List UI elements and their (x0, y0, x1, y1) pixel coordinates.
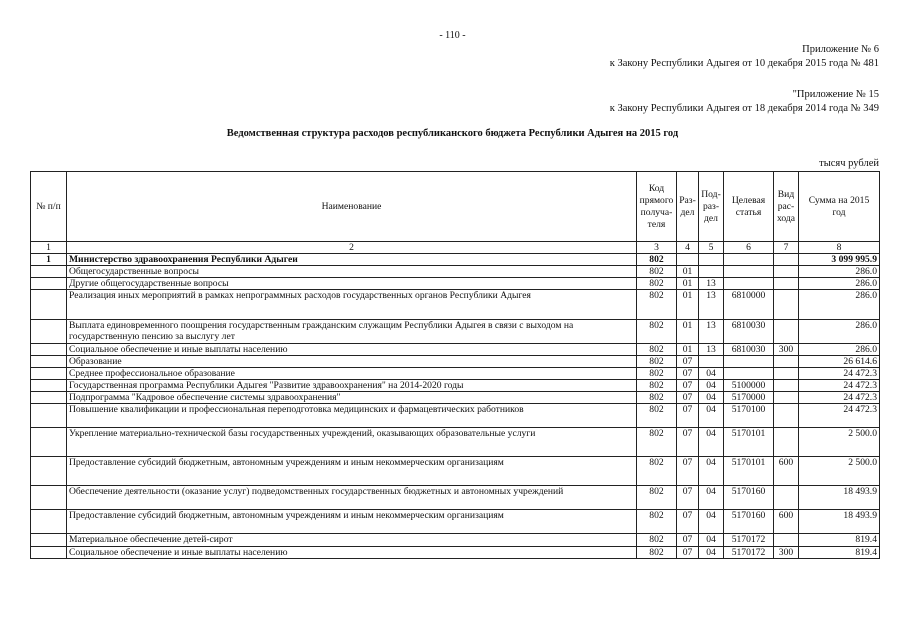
row-sum: 286.0 (799, 278, 880, 290)
header-target: Целевая статья (724, 172, 774, 242)
table-row (31, 428, 880, 457)
column-index-row (31, 242, 880, 254)
row-target: 5170172 (724, 547, 774, 559)
row-number (31, 457, 67, 486)
index-cell: 3 (637, 242, 677, 254)
row-number (31, 547, 67, 559)
row-code: 802 (637, 320, 677, 344)
table-row (31, 254, 880, 266)
row-razdel: 01 (677, 290, 699, 320)
row-code: 802 (637, 457, 677, 486)
index-cell: 8 (799, 242, 880, 254)
row-sum: 819.4 (799, 534, 880, 547)
row-podrazdel: 04 (699, 457, 724, 486)
row-number (31, 290, 67, 320)
row-vid (774, 404, 799, 428)
row-number (31, 320, 67, 344)
table-row (31, 344, 880, 356)
row-razdel: 07 (677, 428, 699, 457)
row-name: Выплата единовременного поощрения государственным гражданским служащим Республики Адыгея в связи с выходом на государственную пенсию за выслугу лет (67, 320, 637, 344)
table-row (31, 278, 880, 290)
header-podrazdel: Под-раз-дел (699, 172, 724, 242)
row-name: Другие общегосударственные вопросы (67, 278, 637, 290)
row-number (31, 380, 67, 392)
row-sum: 286.0 (799, 320, 880, 344)
row-code: 802 (637, 278, 677, 290)
row-vid (774, 380, 799, 392)
row-name: Предоставление субсидий бюджетным, автономным учреждениям и иным некоммерческим организациям (67, 457, 637, 486)
row-sum: 26 614.6 (799, 356, 880, 368)
table-row (31, 404, 880, 428)
row-podrazdel: 04 (699, 534, 724, 547)
table-row (31, 534, 880, 547)
row-sum: 24 472.3 (799, 368, 880, 380)
row-razdel: 07 (677, 368, 699, 380)
row-number (31, 404, 67, 428)
header-num: № п/п (31, 172, 67, 242)
header-razdel: Раз-дел (677, 172, 699, 242)
index-cell: 1 (31, 242, 67, 254)
index-cell: 5 (699, 242, 724, 254)
row-sum: 18 493.9 (799, 510, 880, 534)
row-sum: 18 493.9 (799, 486, 880, 510)
table-row (31, 457, 880, 486)
table-row (31, 320, 880, 344)
row-vid (774, 320, 799, 344)
appendix-15-reference: к Закону Республики Адыгея от 18 декабря 2014 года № 349 (609, 103, 879, 114)
row-sum: 286.0 (799, 290, 880, 320)
row-vid (774, 356, 799, 368)
row-name: Социальное обеспечение и иные выплаты населению (67, 547, 637, 559)
row-razdel: 01 (677, 344, 699, 356)
row-sum: 2 500.0 (799, 457, 880, 486)
row-target (724, 368, 774, 380)
row-name: Среднее профессиональное образование (67, 368, 637, 380)
index-cell: 7 (774, 242, 799, 254)
row-vid (774, 254, 799, 266)
table-row (31, 380, 880, 392)
row-target: 5100000 (724, 380, 774, 392)
row-number (31, 428, 67, 457)
row-target (724, 254, 774, 266)
header-name: Наименование (67, 172, 637, 242)
units-label: тысяч рублей (819, 158, 879, 169)
row-name: Реализация иных мероприятий в рамках непрограммных расходов государственных органов Республики Адыгея (67, 290, 637, 320)
row-name: Социальное обеспечение и иные выплаты населению (67, 344, 637, 356)
table-row (31, 290, 880, 320)
header-code: Код прямого получа-теля (637, 172, 677, 242)
row-number (31, 266, 67, 278)
row-sum: 24 472.3 (799, 404, 880, 428)
row-podrazdel: 04 (699, 380, 724, 392)
row-target: 5170000 (724, 392, 774, 404)
row-target: 6810000 (724, 290, 774, 320)
table-row (31, 266, 880, 278)
row-razdel: 07 (677, 510, 699, 534)
row-vid: 600 (774, 457, 799, 486)
document-title: Ведомственная структура расходов республиканского бюджета Республики Адыгея на 2015 год (226, 128, 679, 139)
row-code: 802 (637, 534, 677, 547)
row-razdel: 01 (677, 320, 699, 344)
table-row (31, 392, 880, 404)
row-razdel: 01 (677, 278, 699, 290)
row-podrazdel: 13 (699, 278, 724, 290)
row-vid (774, 368, 799, 380)
row-sum: 24 472.3 (799, 392, 880, 404)
row-code: 802 (637, 356, 677, 368)
row-name: Предоставление субсидий бюджетным, автономным учреждениям и иным некоммерческим организациям (67, 510, 637, 534)
row-vid (774, 534, 799, 547)
index-cell: 2 (67, 242, 637, 254)
row-sum: 24 472.3 (799, 380, 880, 392)
appendix-6-reference: к Закону Республики Адыгея от 10 декабря 2015 года № 481 (609, 58, 879, 69)
row-razdel: 07 (677, 457, 699, 486)
row-razdel (677, 254, 699, 266)
row-number (31, 534, 67, 547)
row-podrazdel: 04 (699, 404, 724, 428)
row-number (31, 278, 67, 290)
row-name: Материальное обеспечение детей-сирот (67, 534, 637, 547)
row-podrazdel: 04 (699, 510, 724, 534)
row-code: 802 (637, 510, 677, 534)
row-razdel: 07 (677, 404, 699, 428)
row-razdel: 07 (677, 547, 699, 559)
row-vid: 300 (774, 344, 799, 356)
row-vid (774, 266, 799, 278)
table-row (31, 356, 880, 368)
table-row (31, 486, 880, 510)
appendix-15-heading: "Приложение № 15 (792, 89, 879, 100)
row-razdel: 07 (677, 356, 699, 368)
row-code: 802 (637, 254, 677, 266)
row-sum: 3 099 995.9 (799, 254, 880, 266)
row-name: Повышение квалификации и профессиональная переподготовка медицинских и фармацевтических работников (67, 404, 637, 428)
row-code: 802 (637, 266, 677, 278)
row-name: Министерство здравоохранения Республики Адыгеи (67, 254, 637, 266)
row-sum: 286.0 (799, 266, 880, 278)
row-code: 802 (637, 404, 677, 428)
row-target: 6810030 (724, 320, 774, 344)
row-name: Образование (67, 356, 637, 368)
row-razdel: 07 (677, 534, 699, 547)
row-podrazdel: 13 (699, 290, 724, 320)
page-number: - 110 - (439, 30, 466, 41)
row-target: 6810030 (724, 344, 774, 356)
row-code: 802 (637, 368, 677, 380)
row-podrazdel (699, 356, 724, 368)
row-code: 802 (637, 392, 677, 404)
budget-table (30, 171, 880, 559)
row-razdel: 07 (677, 380, 699, 392)
row-razdel: 01 (677, 266, 699, 278)
row-vid: 600 (774, 510, 799, 534)
table-body (31, 242, 880, 559)
row-target: 5170101 (724, 428, 774, 457)
table-row (31, 547, 880, 559)
row-razdel: 07 (677, 392, 699, 404)
row-podrazdel: 13 (699, 344, 724, 356)
row-target: 5170172 (724, 534, 774, 547)
row-razdel: 07 (677, 486, 699, 510)
row-podrazdel: 04 (699, 428, 724, 457)
row-vid (774, 486, 799, 510)
row-code: 802 (637, 380, 677, 392)
row-vid (774, 428, 799, 457)
row-name: Подпрограмма "Кадровое обеспечение системы здравоохранения" (67, 392, 637, 404)
row-vid (774, 392, 799, 404)
row-number (31, 344, 67, 356)
row-target (724, 356, 774, 368)
row-target (724, 278, 774, 290)
index-cell: 6 (724, 242, 774, 254)
row-name: Обеспечение деятельности (оказание услуг) подведомственных государственных бюджетных и автономных учреждений (67, 486, 637, 510)
index-cell: 4 (677, 242, 699, 254)
row-vid: 300 (774, 547, 799, 559)
row-podrazdel (699, 266, 724, 278)
row-target: 5170160 (724, 510, 774, 534)
header-vid: Вид рас-хода (774, 172, 799, 242)
row-podrazdel: 13 (699, 320, 724, 344)
row-podrazdel: 04 (699, 368, 724, 380)
row-number (31, 510, 67, 534)
row-podrazdel (699, 254, 724, 266)
row-code: 802 (637, 290, 677, 320)
row-podrazdel: 04 (699, 486, 724, 510)
row-name: Государственная программа Республики Адыгея "Развитие здравоохранения" на 2014-2020 годы (67, 380, 637, 392)
row-sum: 286.0 (799, 344, 880, 356)
row-number (31, 368, 67, 380)
row-vid (774, 290, 799, 320)
row-podrazdel: 04 (699, 392, 724, 404)
table-row (31, 510, 880, 534)
row-number (31, 356, 67, 368)
header-sum: Сумма на 2015 год (799, 172, 880, 242)
row-sum: 819.4 (799, 547, 880, 559)
row-code: 802 (637, 547, 677, 559)
appendix-6-heading: Приложение № 6 (802, 44, 879, 55)
row-target: 5170160 (724, 486, 774, 510)
row-sum: 2 500.0 (799, 428, 880, 457)
row-code: 802 (637, 428, 677, 457)
row-number: 1 (31, 254, 67, 266)
row-podrazdel: 04 (699, 547, 724, 559)
row-code: 802 (637, 344, 677, 356)
row-target (724, 266, 774, 278)
row-target: 5170101 (724, 457, 774, 486)
table-row (31, 368, 880, 380)
row-name: Укрепление материально-технической базы государственных учреждений, оказывающих образовательные услуги (67, 428, 637, 457)
row-code: 802 (637, 486, 677, 510)
row-target: 5170100 (724, 404, 774, 428)
row-vid (774, 278, 799, 290)
row-number (31, 486, 67, 510)
row-number (31, 392, 67, 404)
row-name: Общегосударственные вопросы (67, 266, 637, 278)
table-header-row (31, 172, 880, 242)
